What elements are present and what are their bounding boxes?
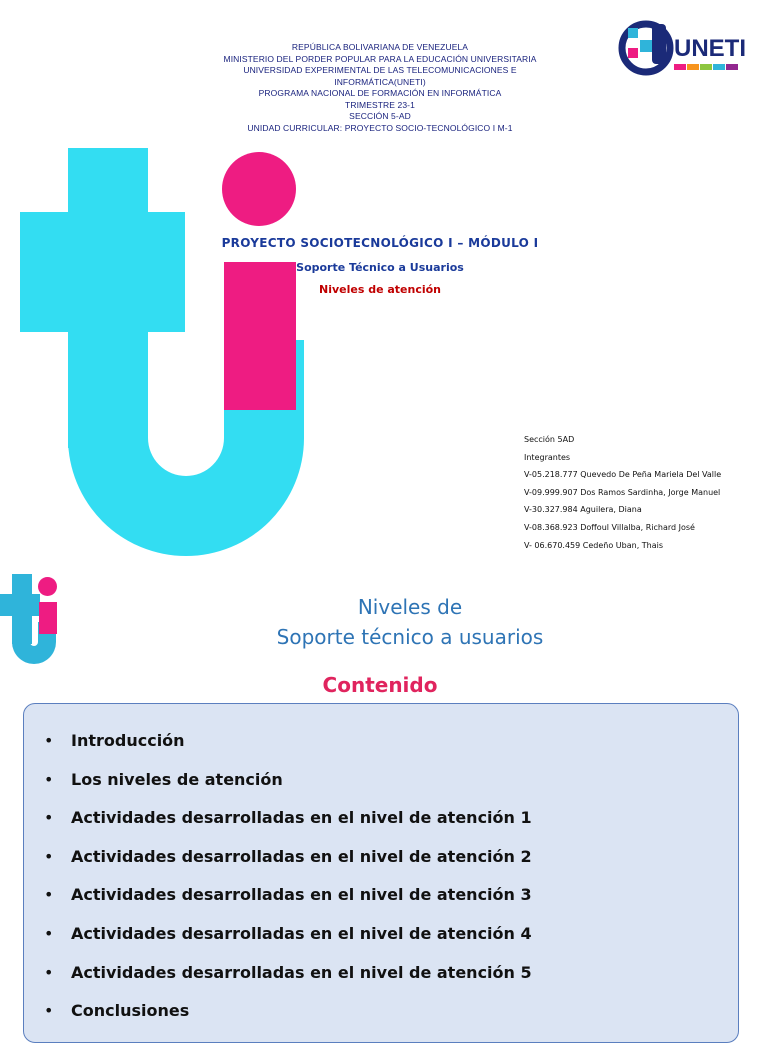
header-line: REPÚBLICA BOLIVARIANA DE VENEZUELA <box>291 42 469 52</box>
contents-list <box>44 731 532 1040</box>
header-line: UNIDAD CURRICULAR: PROYECTO SOCIO-TECNOLÓGICO I M-1 <box>247 122 513 133</box>
member-entry: V-08.368.923 Doffoul Villalba, Richard José <box>524 522 695 532</box>
member-entry: V-09.999.907 Dos Ramos Sardinha, Jorge Manuel <box>524 487 721 497</box>
list-item <box>44 885 532 924</box>
members-block <box>524 431 721 554</box>
bullet-icon: • <box>44 1001 54 1021</box>
contents-title: Contenido <box>322 673 438 697</box>
header-line: SECCIÓN 5-AD <box>349 111 411 121</box>
bullet-icon: • <box>44 808 54 828</box>
list-item <box>44 808 532 847</box>
bullet-icon: • <box>44 962 54 982</box>
bullet-icon: • <box>44 923 54 943</box>
list-item-label: Los niveles de atención <box>71 769 283 789</box>
slide2-title-line2: Soporte técnico a usuarios <box>276 625 544 649</box>
bullet-icon: • <box>44 769 54 789</box>
slide2-title <box>160 592 660 652</box>
logo-i-dot <box>38 577 57 596</box>
header-line: MINISTERIO DEL PORDER POPULAR PARA LA EDUCACIÓN UNIVERSITARIA <box>223 53 537 64</box>
member-entry: V-05.218.777 Quevedo De Peña Mariela Del Valle <box>524 470 722 480</box>
project-subtitle: Soporte Técnico a Usuarios <box>296 261 464 274</box>
list-item <box>44 770 532 809</box>
member-entry: V- 06.670.459 Cedeño Uban, Thais <box>524 540 664 550</box>
list-item-label: Actividades desarrolladas en el nivel de atención 4 <box>71 923 532 943</box>
bullet-icon: • <box>44 731 54 750</box>
logo-i-dot <box>222 152 296 226</box>
header-line: PROGRAMA NACIONAL DE FORMACIÓN EN INFORMÁTICA <box>258 88 502 98</box>
uneti-logo-text: UNETI <box>674 35 746 62</box>
project-topic: Niveles de atención <box>318 283 442 296</box>
section-label: Sección 5AD <box>524 435 575 444</box>
list-item <box>44 924 532 963</box>
logo-t-bar <box>20 212 185 332</box>
header-line: UNIVERSIDAD EXPERIMENTAL DE LAS TELECOMUNICACIONES E <box>243 65 517 75</box>
list-item <box>44 963 532 1002</box>
list-item <box>44 731 532 770</box>
logo-i-stem <box>39 602 57 634</box>
members-heading: Integrantes <box>524 452 571 462</box>
list-item-label: Introducción <box>71 731 185 750</box>
logo-t-bar <box>0 594 40 616</box>
list-item <box>44 1001 532 1040</box>
header-line: INFORMÁTICA(UNETI) <box>334 76 426 87</box>
list-item-label: Conclusiones <box>71 1001 190 1021</box>
institution-header <box>190 42 570 134</box>
member-entry: V-30.327.984 Aguilera, Diana <box>524 505 642 515</box>
list-item-label: Actividades desarrolladas en el nivel de atención 3 <box>71 885 532 905</box>
bullet-icon: • <box>44 885 54 905</box>
list-item-label: Actividades desarrolladas en el nivel de atención 5 <box>71 962 532 982</box>
uneti-logo <box>612 18 752 82</box>
list-item <box>44 847 532 886</box>
header-line: TRIMESTRE 23-1 <box>345 99 415 110</box>
project-title: PROYECTO SOCIOTECNOLÓGICO I – MÓDULO I <box>221 236 539 250</box>
bullet-icon: • <box>44 846 54 866</box>
list-item-label: Actividades desarrolladas en el nivel de atención 2 <box>71 846 532 866</box>
slide2-title-line1: Niveles de <box>357 595 463 619</box>
list-item-label: Actividades desarrolladas en el nivel de atención 1 <box>71 808 532 828</box>
